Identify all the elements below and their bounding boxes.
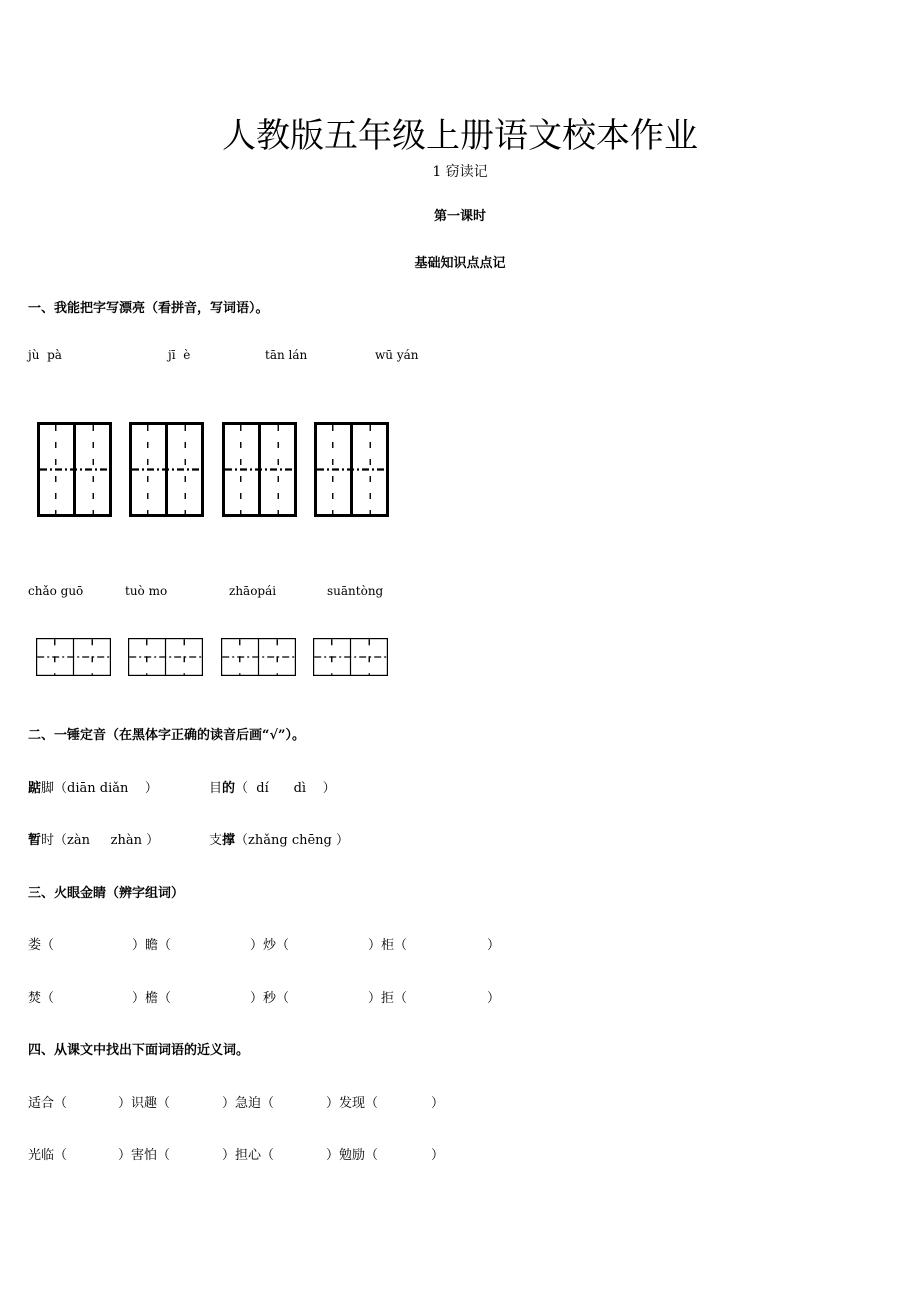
item-text: （zhǎng chēng ） xyxy=(235,833,350,848)
pinyin-3: tān lán xyxy=(265,348,308,362)
question-1-heading: 一、我能把字写漂亮（看拼音，写词语）。 xyxy=(28,301,269,316)
item-prefix: 目 xyxy=(209,781,223,796)
item-text: 时（zàn zhàn ） xyxy=(41,833,160,848)
word-group-8: ）拒（ xyxy=(368,991,408,1006)
synonym-item-end-2: ） xyxy=(431,1148,445,1163)
synonym-item-6: ）害怕（ xyxy=(118,1148,171,1163)
pronunciation-item-3 xyxy=(28,832,159,850)
grid-lines xyxy=(129,422,204,517)
word-group-1: 娄（ xyxy=(28,938,55,953)
synonym-item-7: ）担心（ xyxy=(222,1148,275,1163)
class-period: 第一课时 xyxy=(433,209,486,224)
bold-char: 的 xyxy=(222,781,236,796)
pinyin-1: jù pà xyxy=(28,348,62,362)
word-group-end: ） xyxy=(487,938,501,953)
writing-grid-4[interactable] xyxy=(314,422,389,517)
pronunciation-item-2 xyxy=(209,780,336,798)
synonym-item-4: ）发现（ xyxy=(326,1096,379,1111)
word-group-3: ）炒（ xyxy=(250,938,290,953)
synonym-item-8: ）勉励（ xyxy=(326,1148,379,1163)
word-group-5: 焚（ xyxy=(28,991,55,1006)
bold-char: 撑 xyxy=(222,833,236,848)
pronunciation-item-4 xyxy=(209,832,349,850)
synonym-item-5: 光临（ xyxy=(28,1148,68,1163)
word-group-2: ）瞻（ xyxy=(132,938,172,953)
question-2-heading: 二、一锤定音（在黑体字正确的读音后画“√”）。 xyxy=(28,728,305,743)
pinyin-4: wū yán xyxy=(375,348,419,362)
bold-char: 暂 xyxy=(28,833,42,848)
writing-grid-1[interactable] xyxy=(37,422,112,517)
synonym-item-end: ） xyxy=(431,1096,445,1111)
writing-grid-8[interactable] xyxy=(313,638,388,676)
pinyin-2: jī è xyxy=(168,348,191,362)
writing-grid-6[interactable] xyxy=(128,638,203,676)
grid-lines xyxy=(313,638,388,676)
word-group-6: ）檐（ xyxy=(132,991,172,1006)
grid-lines xyxy=(221,638,296,676)
writing-grid-2[interactable] xyxy=(129,422,204,517)
item-text: （ dí dì ） xyxy=(235,781,336,796)
grid-lines xyxy=(128,638,203,676)
pinyin-5: chǎo guō xyxy=(28,584,84,598)
pinyin-8: suāntòng xyxy=(327,584,384,598)
pinyin-7: zhāopái xyxy=(229,584,277,598)
page-title: 人教版五年级上册语文校本作业 xyxy=(222,116,698,156)
synonym-item-3: ）急迫（ xyxy=(222,1096,275,1111)
writing-grid-5[interactable] xyxy=(36,638,111,676)
question-4-heading: 四、从课文中找出下面词语的近义词。 xyxy=(28,1043,250,1058)
bold-char: 踮 xyxy=(28,781,42,796)
word-group-7: ）秒（ xyxy=(250,991,290,1006)
question-3-heading: 三、火眼金睛（辨字组词） xyxy=(28,886,185,901)
grid-lines xyxy=(314,422,389,517)
item-text: 脚（diān diǎn ） xyxy=(41,781,158,796)
pinyin-6: tuò mo xyxy=(125,584,168,598)
word-group-4: ）柜（ xyxy=(368,938,408,953)
pronunciation-item-1 xyxy=(28,780,158,798)
item-prefix: 支 xyxy=(209,833,223,848)
grid-lines xyxy=(222,422,297,517)
lesson-title: 1 窃读记 xyxy=(432,164,488,180)
section-title: 基础知识点点记 xyxy=(414,256,506,271)
writing-grid-3[interactable] xyxy=(222,422,297,517)
grid-lines xyxy=(36,638,111,676)
synonym-item-1: 适合（ xyxy=(28,1096,68,1111)
grid-lines xyxy=(37,422,112,517)
word-group-end-2: ） xyxy=(487,991,501,1006)
synonym-item-2: ）识趣（ xyxy=(118,1096,171,1111)
writing-grid-7[interactable] xyxy=(221,638,296,676)
